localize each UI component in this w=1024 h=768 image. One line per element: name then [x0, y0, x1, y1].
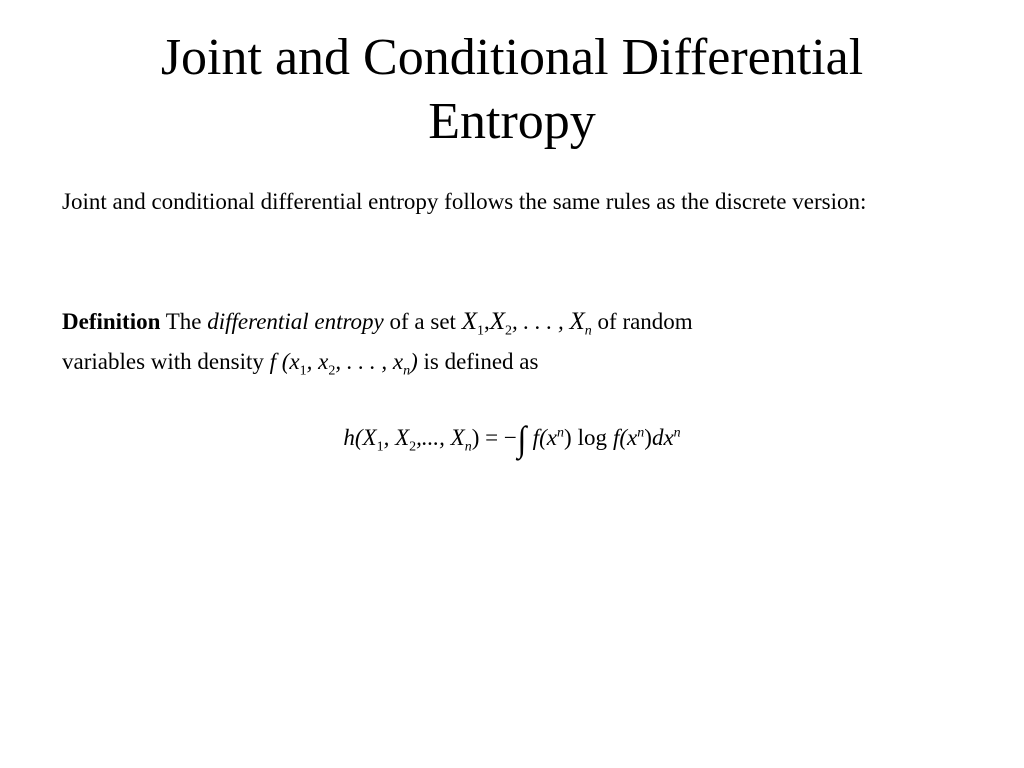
formula-dx-sup: n [673, 425, 681, 441]
var-x2-sub: 2 [505, 323, 512, 339]
formula-lhs-args: (X [354, 425, 377, 450]
definition-line-2 [62, 342, 962, 382]
density-arg-close: ) [410, 349, 418, 374]
density-f: f [269, 349, 276, 374]
formula-f2-sup: n [637, 425, 645, 441]
integral-sign: ∫ [517, 419, 527, 459]
definition-block [62, 302, 962, 382]
definition-line-1: Definition The differential entropy of a set $X_1,X_2$, . . . , $X_n$ of random [62, 308, 693, 339]
formula-f2-arg: (x [619, 425, 638, 450]
var-x2: X [489, 308, 505, 335]
density-argn-sub: n [403, 363, 411, 379]
density-arg-open: (x [281, 349, 300, 374]
formula-lhs-sub2: 2 [409, 439, 417, 455]
density-arg2-sub: 2 [328, 363, 336, 379]
formula-lhs-sub1: 1 [376, 439, 384, 455]
intro-paragraph: Joint and conditional differential entropy follows the same rules as the discrete version: [62, 189, 867, 214]
density-arg-mid1: , x [306, 349, 329, 374]
var-x1: X [461, 308, 477, 335]
density-arg-mid2: , . . . , x [335, 349, 404, 374]
formula-f2-close: ) [644, 425, 652, 450]
var-ellipsis: , . . . , [512, 309, 564, 334]
formula-dx: dx [651, 425, 674, 450]
definition-line2-prefix: variables with density [62, 349, 264, 374]
definition-of-set: of a set [389, 309, 456, 334]
var-x1-sub: 1 [476, 323, 484, 339]
definition-term: differential entropy [207, 309, 384, 334]
formula-lhs-subn: n [464, 439, 472, 455]
formula-f1-close: ) [563, 425, 572, 450]
definition-label: Definition [62, 309, 161, 334]
formula-lhs-dots: ,..., X [416, 425, 465, 450]
density-arg1-sub: 1 [299, 363, 307, 379]
definition-of-random: of random [597, 309, 693, 334]
var-xn: X [569, 308, 585, 335]
title-line-1: Joint and Conditional Differential [160, 29, 864, 86]
formula-h: h [343, 425, 355, 450]
title-line-2: Entropy [428, 93, 596, 150]
formula-log: log [577, 425, 607, 450]
entropy-formula [0, 418, 1024, 459]
formula-lhs-close: ) = − [471, 425, 517, 450]
slide-title [0, 26, 1024, 154]
formula-f1-sup: n [556, 425, 564, 441]
formula-f1: f [532, 425, 540, 450]
definition-the: The [165, 309, 202, 334]
formula-lhs-x2: , X [383, 425, 410, 450]
formula-f2: f [613, 425, 620, 450]
var-xn-sub: n [584, 323, 592, 339]
formula-f1-arg: (x [539, 425, 557, 450]
definition-line2-suffix: is defined as [423, 349, 539, 374]
